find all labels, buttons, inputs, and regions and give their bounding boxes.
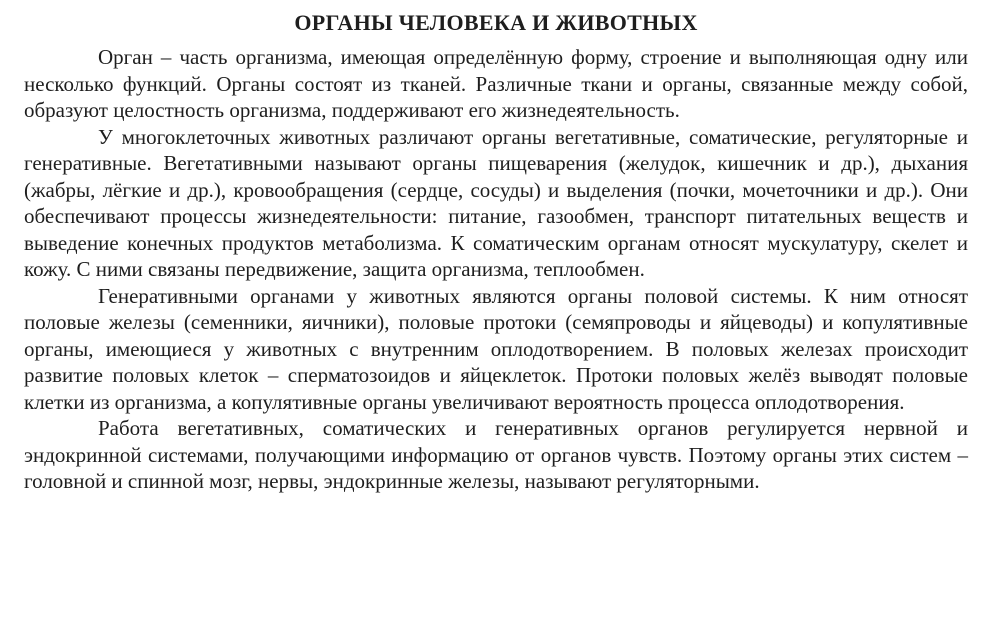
- paragraph-organ-types: У многоклеточных животных различают органы вегетативные, соматические, регуляторные и генеративные. Вегетативными называют органы пищеварения (желудок, кишечник и др.), дыхания (жабры, лёгкие и др.), кровообращения (сердце, сосуды) и выделения (почки, мочеточники и др.). Они обеспечивают процессы жизнедеятельности: питание, газообмен, транспорт питательных веществ и выведение конечных продуктов метаболизма. К соматическим органам относят мускулатуру, скелет и кожу. С ними связаны передвижение, защита организма, теплообмен.: [24, 124, 968, 281]
- paragraph-organ-definition: Орган – часть организма, имеющая определённую форму, строение и выполняющая одну или несколько функций. Органы состоят из тканей. Различные ткани и органы, связанные между собой, образуют целостность организма, поддерживают его жизнедеятельность.: [24, 45, 968, 122]
- paragraph-regulatory-organs: Работа вегетативных, соматических и генеративных органов регулируется нервной и эндокринной системами, получающими информацию от органов чувств. Поэтому органы этих систем – головной и спинной мозг, нервы, эндокринные железы, называют регуляторными.: [24, 416, 968, 493]
- paragraph-generative-organs: Генеративными органами у животных являются органы половой системы. К ним относят половые железы (семенники, яичники), половые протоки (семяпроводы и яйцеводы) и копулятивные органы, имеющиеся у животных с внутренним оплодотворением. В половых железах происходит развитие половых клеток – сперматозоидов и яйцеклеток. Протоки половых желёз выводят половые клетки из организма, а копулятивные органы увеличивают вероятность процесса оплодотворения.: [24, 283, 968, 414]
- document-title: ОРГАНЫ ЧЕЛОВЕКА И ЖИВОТНЫХ: [294, 10, 698, 35]
